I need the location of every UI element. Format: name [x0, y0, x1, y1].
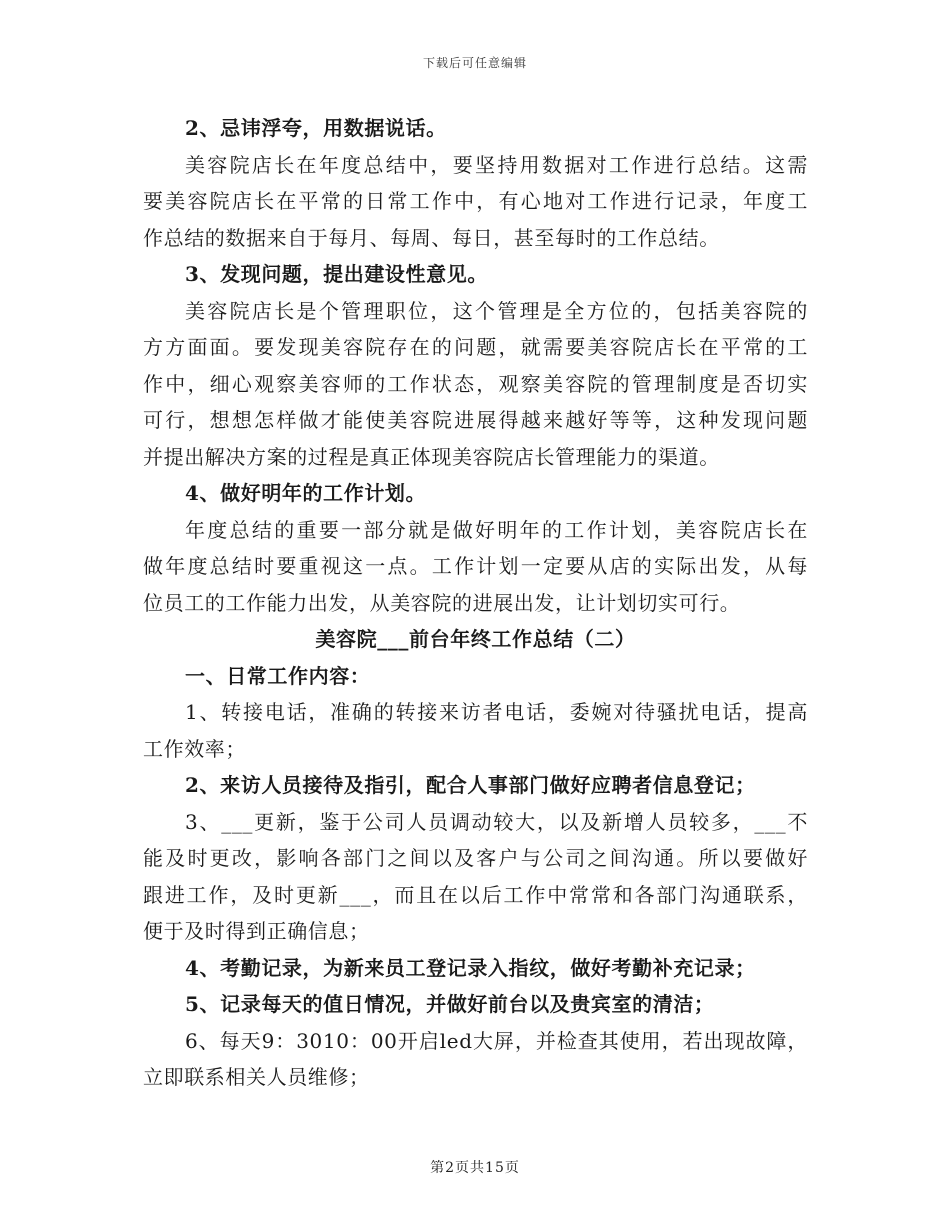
page-number: 第2页共15页	[430, 1160, 520, 1176]
text-line: 2、来访人员接待及指引，配合人事部门做好应聘者信息登记；	[185, 773, 756, 797]
text-line: 5、记录每天的值日情况，并做好前台以及贵宾室的清洁；	[185, 992, 715, 1016]
text-line: 3、发现问题，提出建设性意见。	[185, 262, 488, 286]
text-line: 工作效率；	[143, 736, 246, 761]
text-line: 6、每天9：3010：00开启led大屏，并检查其使用，若出现故障，	[185, 1028, 808, 1053]
text-line: 要美容院店长在平常的日常工作中，有心地对工作进行记录，年度工	[143, 189, 808, 213]
text-line: 3、___更新，鉴于公司人员调动较大，以及新增人员较多，___不	[185, 809, 808, 834]
header-note: 下载后可任意编辑	[422, 56, 527, 70]
text-line: 美容院店长在年度总结中，要坚持用数据对工作进行总结。这需	[185, 152, 808, 177]
text-line: 作总结的数据来自于每月、每周、每日，甚至每时的工作总结。	[143, 225, 720, 250]
text-line: 可行，想想怎样做才能使美容院进展得越来越好等等，这种发现问题	[143, 408, 808, 432]
text-line: 美容院___前台年终工作总结（二）	[315, 627, 636, 651]
text-line: 美容院店长是个管理职位，这个管理是全方位的，包括美容院的	[185, 298, 808, 323]
text-line: 一、日常工作内容：	[185, 663, 371, 688]
text-line: 立即联系相关人员维修；	[143, 1065, 370, 1089]
text-line: 方方面面。要发现美容院存在的问题，就需要美容院店长在平常的工	[143, 335, 808, 359]
text-line: 便于及时得到正确信息；	[143, 919, 370, 943]
text-line: 跟进工作，及时更新___，而且在以后工作中常常和各部门沟通联系，	[143, 882, 808, 907]
text-line: 4、做好明年的工作计划。	[185, 481, 427, 505]
text-line: 位员工的工作能力出发，从美容院的进展出发，让计划切实可行。	[143, 590, 741, 615]
text-line: 并提出解决方案的过程是真正体现美容院店长管理能力的渠道。	[143, 444, 720, 469]
text-line: 作中，细心观察美容师的工作状态，观察美容院的管理制度是否切实	[143, 371, 808, 396]
text-line: 2、忌讳浮夸，用数据说话。	[185, 116, 447, 140]
text-line: 能及时更改，影响各部门之间以及客户与公司之间沟通。所以要做好	[143, 846, 808, 870]
document-body	[143, 110, 808, 1096]
text-line: 年度总结的重要一部分就是做好明年的工作计划，美容院店长在	[185, 517, 808, 542]
text-line: 4、考勤记录，为新来员工登记录入指纹，做好考勤补充记录；	[185, 955, 756, 980]
text-line: 1、转接电话，准确的转接来访者电话，委婉对待骚扰电话，提高	[185, 700, 808, 724]
text-line: 做年度总结时要重视这一点。工作计划一定要从店的实际出发，从每	[143, 554, 808, 578]
